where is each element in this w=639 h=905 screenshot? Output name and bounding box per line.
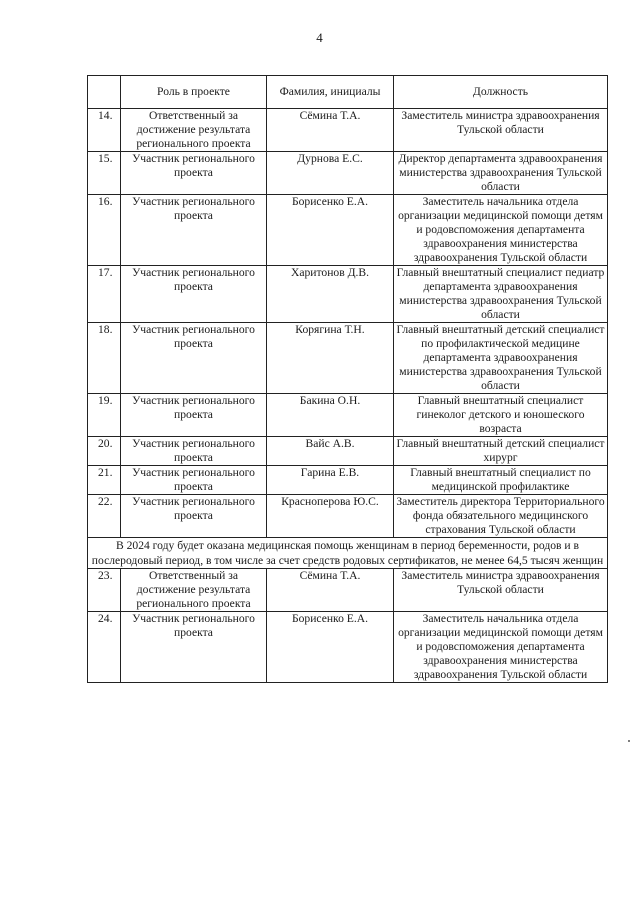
row-name: Борисенко Е.А. (267, 195, 394, 266)
header-number (88, 76, 121, 109)
row-role: Участник регионального проекта (121, 152, 267, 195)
header-name: Фамилия, инициалы (267, 76, 394, 109)
header-role: Роль в проекте (121, 76, 267, 109)
row-number: 21. (88, 466, 121, 495)
row-number: 16. (88, 195, 121, 266)
row-position: Заместитель начальника отдела организации медицинской помощи детям и родовспоможения департамента здравоохранения министерства здравоохранения Тульской области (394, 612, 608, 683)
row-name: Вайс А.В. (267, 437, 394, 466)
row-name: Корягина Т.Н. (267, 323, 394, 394)
row-number: 18. (88, 323, 121, 394)
table-row (88, 569, 608, 612)
table-row (88, 266, 608, 323)
table-row (88, 109, 608, 152)
row-number: 24. (88, 612, 121, 683)
row-name: Сёмина Т.А. (267, 109, 394, 152)
row-position: Заместитель начальника отдела организации медицинской помощи детям и родовспоможения департамента здравоохранения министерства здравоохранения Тульской области (394, 195, 608, 266)
row-role: Участник регионального проекта (121, 266, 267, 323)
row-role: Участник регионального проекта (121, 612, 267, 683)
row-name: Дурнова Е.С. (267, 152, 394, 195)
row-name: Харитонов Д.В. (267, 266, 394, 323)
table-row (88, 323, 608, 394)
table-body-second (88, 569, 608, 683)
row-position: Заместитель директора Территориального фонда обязательного медицинского страхования Тульской области (394, 495, 608, 538)
row-number: 15. (88, 152, 121, 195)
table-row (88, 612, 608, 683)
row-number: 20. (88, 437, 121, 466)
row-role: Участник регионального проекта (121, 394, 267, 437)
row-role: Ответственный за достижение результата регионального проекта (121, 109, 267, 152)
row-position: Главный внештатный детский специалист по профилактической медицине департамента здравоохранения министерства здравоохранения Тульской области (394, 323, 608, 394)
row-role: Участник регионального проекта (121, 437, 267, 466)
table-row (88, 152, 608, 195)
row-position: Заместитель министра здравоохранения Тульской области (394, 569, 608, 612)
row-number: 17. (88, 266, 121, 323)
row-name: Бакина О.Н. (267, 394, 394, 437)
project-participants-table (87, 75, 608, 683)
table-header-row (88, 76, 608, 109)
row-number: 22. (88, 495, 121, 538)
row-position: Главный внештатный специалист гинеколог детского и юношеского возраста (394, 394, 608, 437)
row-role: Участник регионального проекта (121, 466, 267, 495)
section-row (88, 538, 608, 569)
row-position: Заместитель министра здравоохранения Тульской области (394, 109, 608, 152)
row-name: Борисенко Е.А. (267, 612, 394, 683)
header-position: Должность (394, 76, 608, 109)
page-number: 4 (316, 30, 323, 45)
row-role: Участник регионального проекта (121, 495, 267, 538)
table-row (88, 195, 608, 266)
row-name: Сёмина Т.А. (267, 569, 394, 612)
row-role: Ответственный за достижение результата регионального проекта (121, 569, 267, 612)
row-role: Участник регионального проекта (121, 195, 267, 266)
row-number: 14. (88, 109, 121, 152)
row-position: Директор департамента здравоохранения министерства здравоохранения Тульской области (394, 152, 608, 195)
table-row (88, 394, 608, 437)
row-position: Главный внештатный детский специалист хирург (394, 437, 608, 466)
row-position: Главный внештатный специалист педиатр департамента здравоохранения министерства здравоохранения Тульской области (394, 266, 608, 323)
row-number: 23. (88, 569, 121, 612)
row-name: Гарина Е.В. (267, 466, 394, 495)
table-body-first (88, 109, 608, 538)
section-text: В 2024 году будет оказана медицинская помощь женщинам в период беременности, родов и в послеродовый период, в том числе за счет средств родовых сертификатов, не менее 64,5 тысяч женщин (88, 538, 608, 569)
table-row (88, 466, 608, 495)
scan-speck (628, 740, 630, 742)
row-name: Красноперова Ю.С. (267, 495, 394, 538)
table-row (88, 437, 608, 466)
row-role: Участник регионального проекта (121, 323, 267, 394)
row-number: 19. (88, 394, 121, 437)
row-position: Главный внештатный специалист по медицинской профилактике (394, 466, 608, 495)
table-section (88, 538, 608, 569)
table-row (88, 495, 608, 538)
